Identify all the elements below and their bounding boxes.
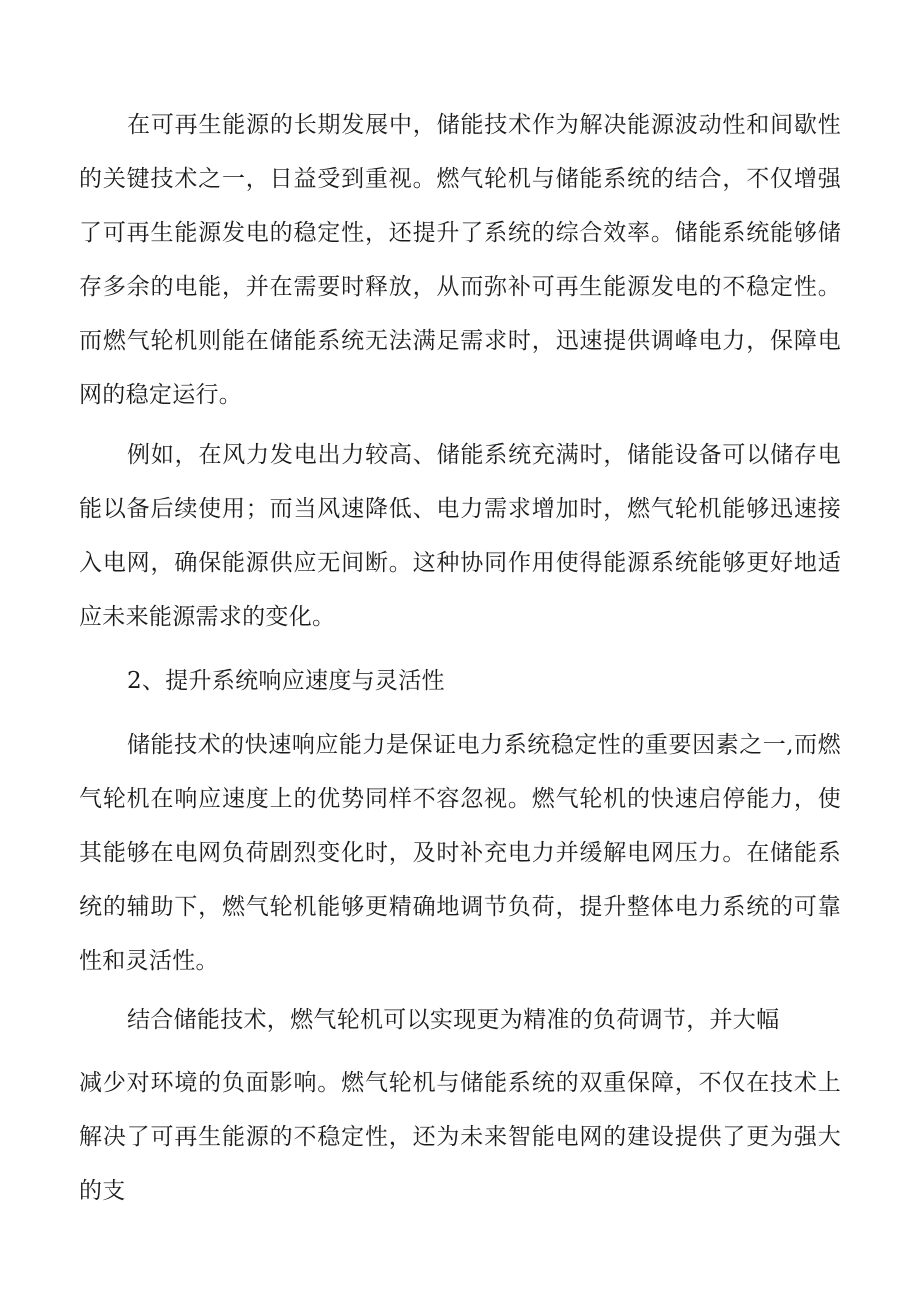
paragraph-energy-storage-intro: 在可再生能源的长期发展中，储能技术作为解决能源波动性和间歇性的关键技术之一，日益受到重视。燃气轮机与储能系统的结合，不仅增强了可再生能源发电的稳定性，还提升了系统的综合效率。储能系统能够储存多余的电能，并在需要时释放，从而弥补可再生能源发电的不稳定性。而燃气轮机则能在储能系统无法满足需求时，迅速提供调峰电力，保障电网的稳定运行。 [79,112,841,408]
paragraph-wind-example: 例如，在风力发电出力较高、储能系统充满时，储能设备可以储存电能以备后续使用；而当风速降低、电力需求增加时，燃气轮机能够迅速接入电网，确保能源供应无间断。这种协同作用使得能源系统能够更好地适应未来能源需求的变化。 [79,442,841,630]
section-heading: 2、提升系统响应速度与灵活性 [127,668,445,694]
paragraph-load-regulation-continued: 减少对环境的负面影响。燃气轮机与储能系统的双重保障，不仅在技术上解决了可再生能源的不稳定性，还为未来智能电网的建设提供了更为强大的支 [79,1070,841,1204]
paragraph-response-speed: 储能技术的快速响应能力是保证电力系统稳定性的重要因素之一,而燃气轮机在响应速度上的优势同样不容忽视。燃气轮机的快速启停能力，使其能够在电网负荷剧烈变化时，及时补充电力并缓解电网压力。在储能系统的辅助下，燃气轮机能够更精确地调节负荷，提升整体电力系统的可靠性和灵活性。 [79,732,841,974]
paragraph-load-regulation-first-line: 结合储能技术，燃气轮机可以实现更为精准的负荷调节，并大幅 [127,1007,780,1033]
